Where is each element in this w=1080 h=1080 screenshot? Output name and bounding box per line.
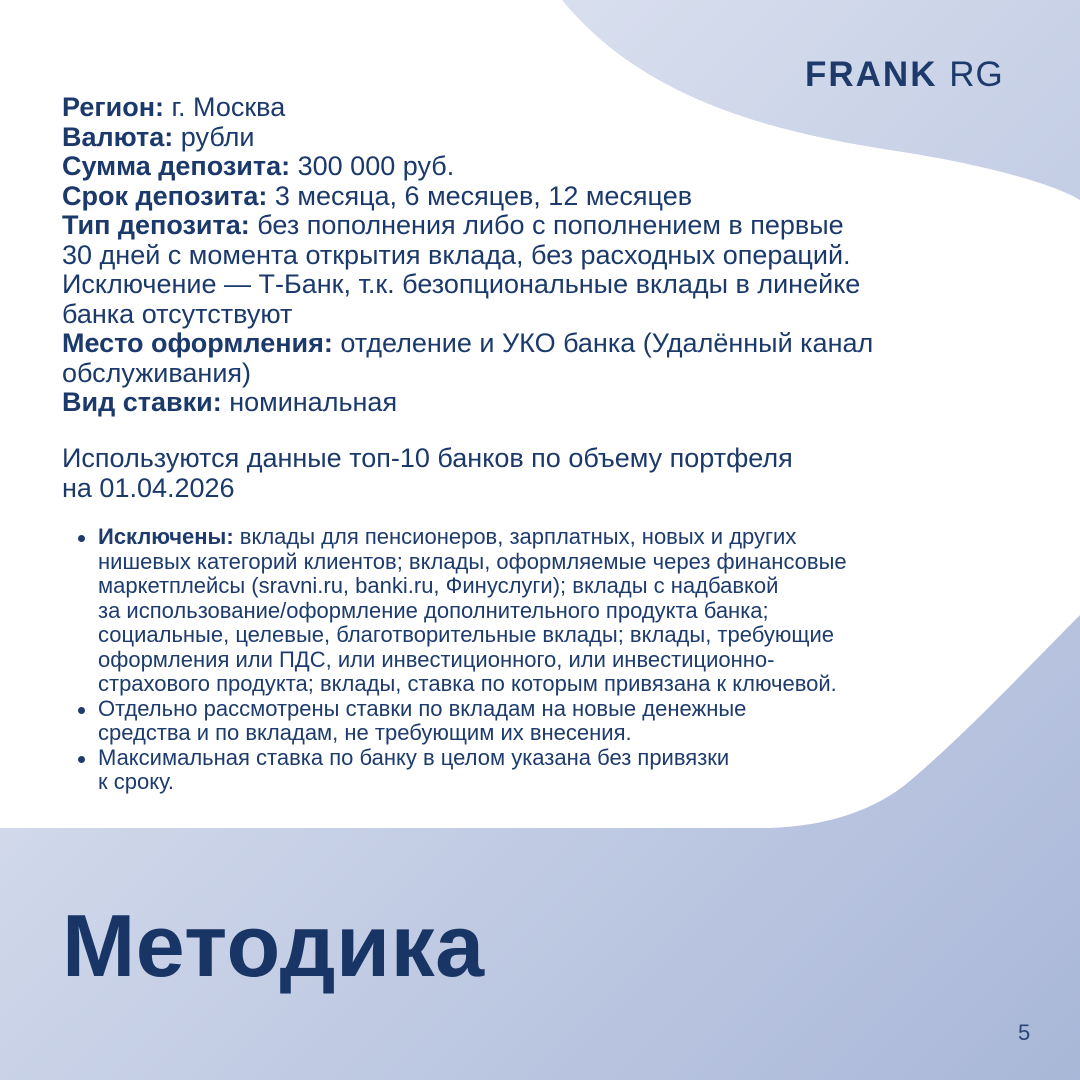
param-label: Сумма депозита: — [62, 151, 291, 181]
bullet-line: социальные, целевые, благотворительные вклады; вклады, требующие — [98, 622, 834, 647]
bullet-max-rate — [78, 746, 1008, 795]
bullet-line: маркетплейсы (sravni.ru, banki.ru, Финуслуги); вклады с надбавкой — [98, 573, 779, 598]
param-label: Место оформления: — [62, 328, 333, 358]
param-label: Валюта: — [62, 121, 174, 152]
param-currency — [62, 123, 1002, 153]
param-value: без пополнения либо с пополнением в первые — [249, 210, 844, 240]
param-value: рубли — [173, 121, 255, 152]
bullet-line: к сроку. — [98, 769, 174, 794]
param-value: 300 000 руб. — [290, 151, 455, 181]
brand-logo — [805, 55, 1004, 95]
param-value: г. Москва — [164, 92, 286, 122]
param-type-continuation: Исключение — Т-Банк, т.к. безопциональные вклады в линейке — [62, 269, 861, 299]
bullet-line: страхового продукта; вклады, ставка по которым привязана к ключевой. — [98, 671, 837, 696]
param-label: Вид ставки: — [62, 387, 222, 417]
param-term — [62, 182, 1002, 212]
page-number: 5 — [1018, 1020, 1031, 1045]
param-region — [62, 93, 1002, 123]
param-rate-type — [62, 388, 1002, 418]
param-type-continuation: банка отсутствуют — [62, 298, 293, 329]
bullet-exclusions — [78, 525, 1008, 697]
bullet-line: средства и по вкладам, не требующим их внесения. — [98, 720, 632, 745]
bullet-first-line: Отдельно рассмотрены ставки по вкладам на новые денежные — [98, 695, 747, 721]
deposit-parameters — [62, 93, 1002, 418]
param-amount — [62, 152, 1002, 182]
bullet-first-line — [98, 525, 1008, 550]
bullet-line: нишевых категорий клиентов; вклады, оформляемые через финансовые — [98, 548, 847, 574]
param-label: Тип депозита: — [62, 210, 250, 240]
param-value: отделение и УКО банка (Удалённый канал — [332, 328, 874, 358]
param-place — [62, 329, 1002, 359]
bullet-text: вклады для пенсионеров, зарплатных, новых и других — [233, 524, 797, 549]
source-note — [62, 444, 962, 503]
bullet-new-funds — [78, 697, 1008, 746]
param-value: 3 месяца, 6 месяцев, 12 месяцев — [267, 180, 693, 211]
param-value: номинальная — [221, 387, 398, 417]
bullet-line: за использование/оформление дополнительного продукта банка; — [98, 597, 769, 623]
source-note-line: Используются данные топ-10 банков по объему портфеля — [62, 443, 793, 473]
bullet-label: Исключены: — [98, 524, 234, 549]
source-note-line: на 01.04.2026 — [62, 472, 235, 503]
brand-name-light: RG — [949, 55, 1004, 94]
brand-name-bold: FRANK — [805, 55, 938, 94]
page-title: Методика — [62, 896, 485, 995]
methodology-bullets — [78, 525, 1008, 795]
param-label: Срок депозита: — [62, 180, 268, 211]
param-place-continuation: обслуживания) — [62, 357, 252, 388]
param-type-continuation: 30 дней с момента открытия вклада, без расходных операций. — [62, 239, 851, 270]
bullet-line: оформления или ПДС, или инвестиционного, или инвестиционно- — [98, 646, 775, 672]
param-label: Регион: — [62, 92, 164, 122]
param-type — [62, 211, 1002, 241]
bullet-first-line: Максимальная ставка по банку в целом указана без привязки — [98, 744, 730, 770]
